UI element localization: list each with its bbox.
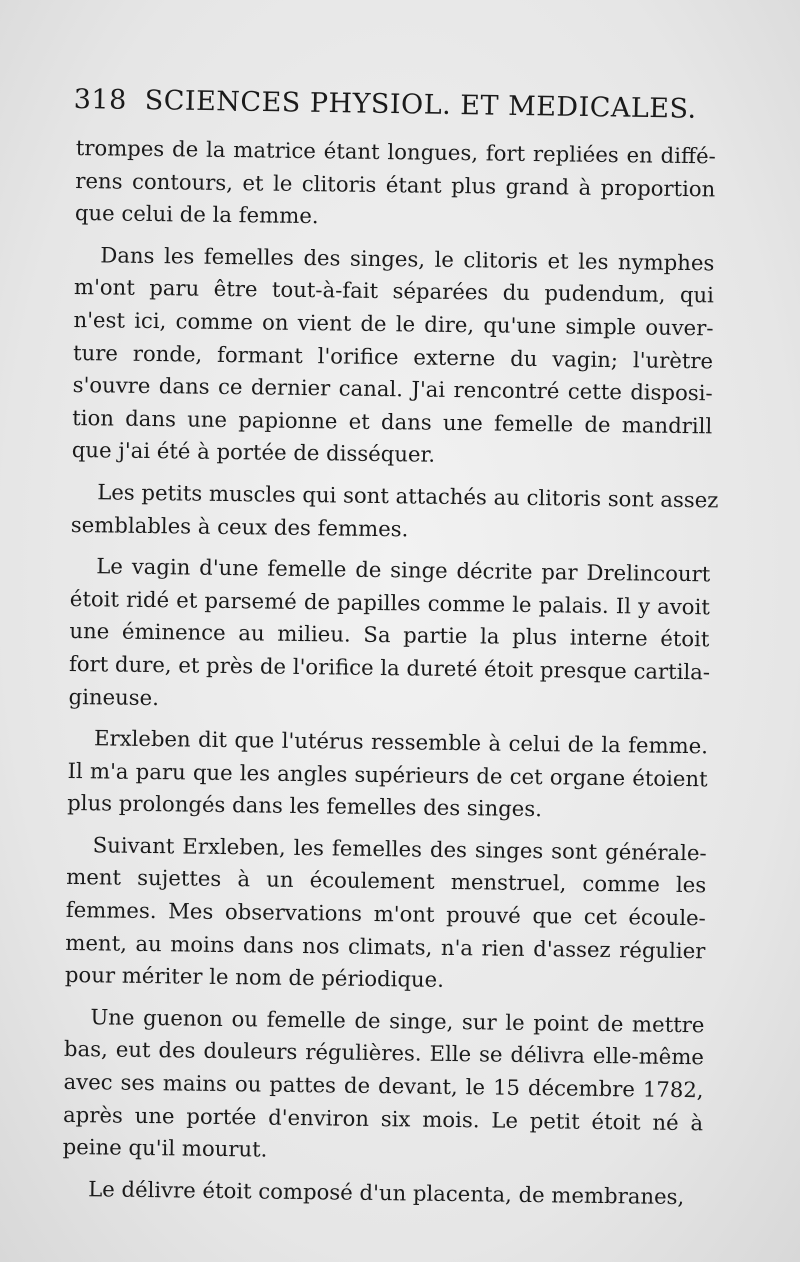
running-title: SCIENCES PHYSIOL. ET MEDICALES. xyxy=(144,85,697,125)
paragraph xyxy=(68,550,710,721)
text-line: fort dure, et près de l'orifice la dureté étoit presque cartila- xyxy=(68,650,711,685)
text-line: Une guenon ou femelle de singe, sur le point de mettre xyxy=(90,1004,705,1038)
text-line: ture ronde, formant l'orifice externe du vagin; l'urètre xyxy=(72,339,714,373)
text-line: après une portée d'environ six mois. Le petit étoit né à xyxy=(62,1101,704,1135)
text-line: rens contours, et le clitoris étant plus grand à proportion xyxy=(75,167,716,201)
text-line: avec ses mains ou pattes de devant, le 15 décembre 1782, xyxy=(63,1068,704,1103)
text-line: femmes. Mes observations m'ont prouvé que cet écoule- xyxy=(65,896,706,931)
text-line: étoit ridé et parsemé de papilles comme le palais. Il y avoit xyxy=(69,585,711,620)
paragraph xyxy=(62,1001,704,1172)
text-line: une éminence au milieu. Sa partie la plus interne étoit xyxy=(69,618,710,652)
text-line: trompes de la matrice étant longues, fort repliées en diffé- xyxy=(75,134,716,169)
text-line: Suivant Erxleben, les femelles des singes sont générale- xyxy=(92,832,707,866)
paragraph xyxy=(62,1173,702,1214)
text-line: Le délivre étoit composé d'un placenta, de membranes, xyxy=(88,1176,685,1209)
paragraph xyxy=(72,239,715,476)
text-line: ment sujettes à un écoulement menstruel, comme les xyxy=(66,864,707,898)
text-line: Il m'a paru que les angles supérieurs de cet organe étoient xyxy=(67,757,708,792)
page-number: 318 xyxy=(73,84,128,116)
text-line: Le vagin d'une femelle de singe décrite par Drelincourt xyxy=(96,553,711,587)
text-line: que celui de la femme. xyxy=(74,200,319,229)
text-line: que j'ai été à portée de disséquer. xyxy=(71,437,436,468)
text-line: plus prolongés dans les femelles des singes. xyxy=(67,790,543,822)
text-line: pour mériter le nom de périodique. xyxy=(64,962,445,993)
text-line: semblables à ceux des femmes. xyxy=(70,511,409,541)
page-header xyxy=(74,84,714,125)
paragraph xyxy=(65,829,707,1000)
page-body xyxy=(62,132,719,1223)
text-line: bas, eut des douleurs régulières. Elle se délivra elle-même xyxy=(63,1036,705,1070)
text-line: Dans les femelles des singes, le clitoris et les nymphes xyxy=(100,242,715,276)
text-line: s'ouvre dans ce dernier canal. J'ai rencontré cette disposi- xyxy=(72,372,713,406)
text-line: Les petits muscles qui sont attachés au clitoris sont assez xyxy=(97,479,719,513)
paragraph xyxy=(75,132,716,238)
paragraph xyxy=(70,476,719,550)
text-line: n'est ici, comme on vient de le dire, qu'une simple ouver- xyxy=(73,306,714,341)
text-line: peine qu'il mourut. xyxy=(62,1134,268,1162)
text-line: ment, au moins dans nos climats, n'a rien d'assez régulier xyxy=(65,929,706,963)
text-line: tion dans une papionne et dans une femelle de mandrill xyxy=(72,404,713,439)
text-line: gineuse. xyxy=(68,683,160,710)
text-line: m'ont paru être tout-à-fait séparées du pudendum, qui xyxy=(73,274,715,308)
paragraph xyxy=(67,722,708,828)
text-line: Erxleben dit que l'utérus ressemble à celui de la femme. xyxy=(93,725,709,759)
